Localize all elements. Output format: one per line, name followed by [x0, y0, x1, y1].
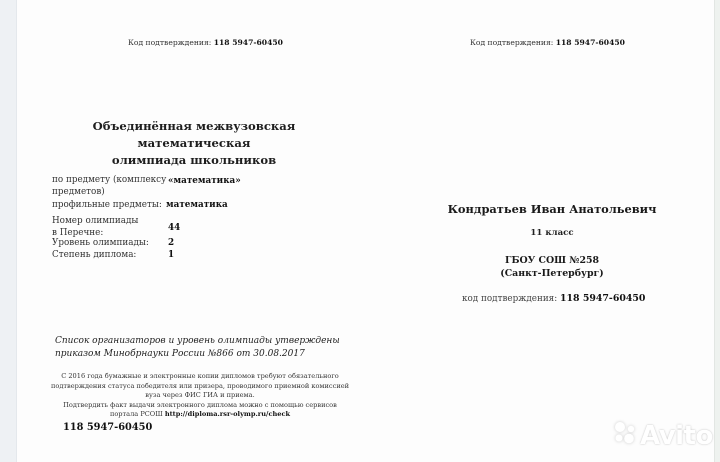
fine-print-line4: Подтвердить факт выдачи электронного диплома можно с помощью сервисов [63, 400, 337, 409]
bottom-confirmation-code: 118 5947-60450 [63, 422, 153, 433]
recipient-school: ГБОУ СОШ №258 [504, 255, 600, 266]
confirmation-code-label: Код подтверждения: [128, 38, 212, 47]
confirmation-code-label: Код подтверждения: [470, 38, 554, 47]
fine-print-portal-label: портала РСОШ [109, 410, 163, 419]
confirmation-code-left [128, 38, 283, 47]
fine-print-line3: вуза через ФИС ГИА и приема. [145, 391, 255, 400]
olympiad-number-label-line1: Номер олимпиады [52, 216, 139, 226]
confirmation-code-value: 118 5947-60450 [555, 38, 625, 47]
olympiad-number-label [52, 216, 138, 239]
olympiad-title-line1: Объединённая межвузовская математическая [92, 119, 296, 150]
organizers-note-line1: Список организаторов и уровень олимпиады утверждены [55, 336, 340, 346]
olympiad-title [56, 118, 332, 169]
avito-wordmark: Avito [640, 420, 713, 451]
recipient-grade: 11 класс [530, 228, 574, 238]
olympiad-level-value: 2 [168, 238, 175, 248]
avito-watermark [612, 420, 713, 451]
fine-print-line5 [40, 410, 360, 420]
subject-label [52, 175, 166, 198]
confirmation-code-label: код подтверждения: [462, 294, 558, 304]
confirmation-code-value: 118 5947-60450 [560, 293, 646, 304]
confirmation-code-recipient [462, 293, 645, 304]
recipient-name: Кондратьев Иван Анатольевич [447, 202, 657, 216]
subject-label-line2: предметов) [52, 186, 105, 197]
avito-dots-icon [612, 420, 638, 451]
page-edge [714, 0, 720, 462]
fine-print-line1: С 2016 года бумажные и электронные копии дипломов требуют обязательного [61, 372, 339, 380]
diploma-degree-label: Степень диплома: [52, 250, 137, 260]
profile-subjects-value: математика [166, 200, 228, 210]
confirmation-code-right [470, 38, 625, 47]
diploma-degree-value: 1 [168, 250, 175, 260]
organizers-note [55, 335, 355, 361]
subject-value: «математика» [168, 176, 241, 186]
olympiad-number-label-line2: в Перечне: [52, 227, 104, 238]
olympiad-number-value: 44 [168, 223, 181, 233]
verification-link[interactable]: http://diploma.rsr-olymp.ru/check [164, 410, 291, 419]
profile-subjects-label: профильные предметы: [52, 200, 162, 210]
olympiad-title-line2: олимпиада школьников [111, 153, 277, 167]
recipient-city: (Санкт-Петербург) [500, 268, 604, 279]
organizers-note-line2: приказом Минобрнауки России №866 от 30.08.2017 [55, 349, 305, 359]
verification-fine-print [40, 372, 360, 420]
subject-label-line1: по предмету (комплексу [52, 175, 167, 185]
olympiad-level-label: Уровень олимпиады: [52, 238, 149, 248]
confirmation-code-value: 118 5947-60450 [213, 38, 283, 47]
fine-print-line2: подтверждения статуса победителя или призера, проводимого приемной комиссией [50, 381, 350, 390]
